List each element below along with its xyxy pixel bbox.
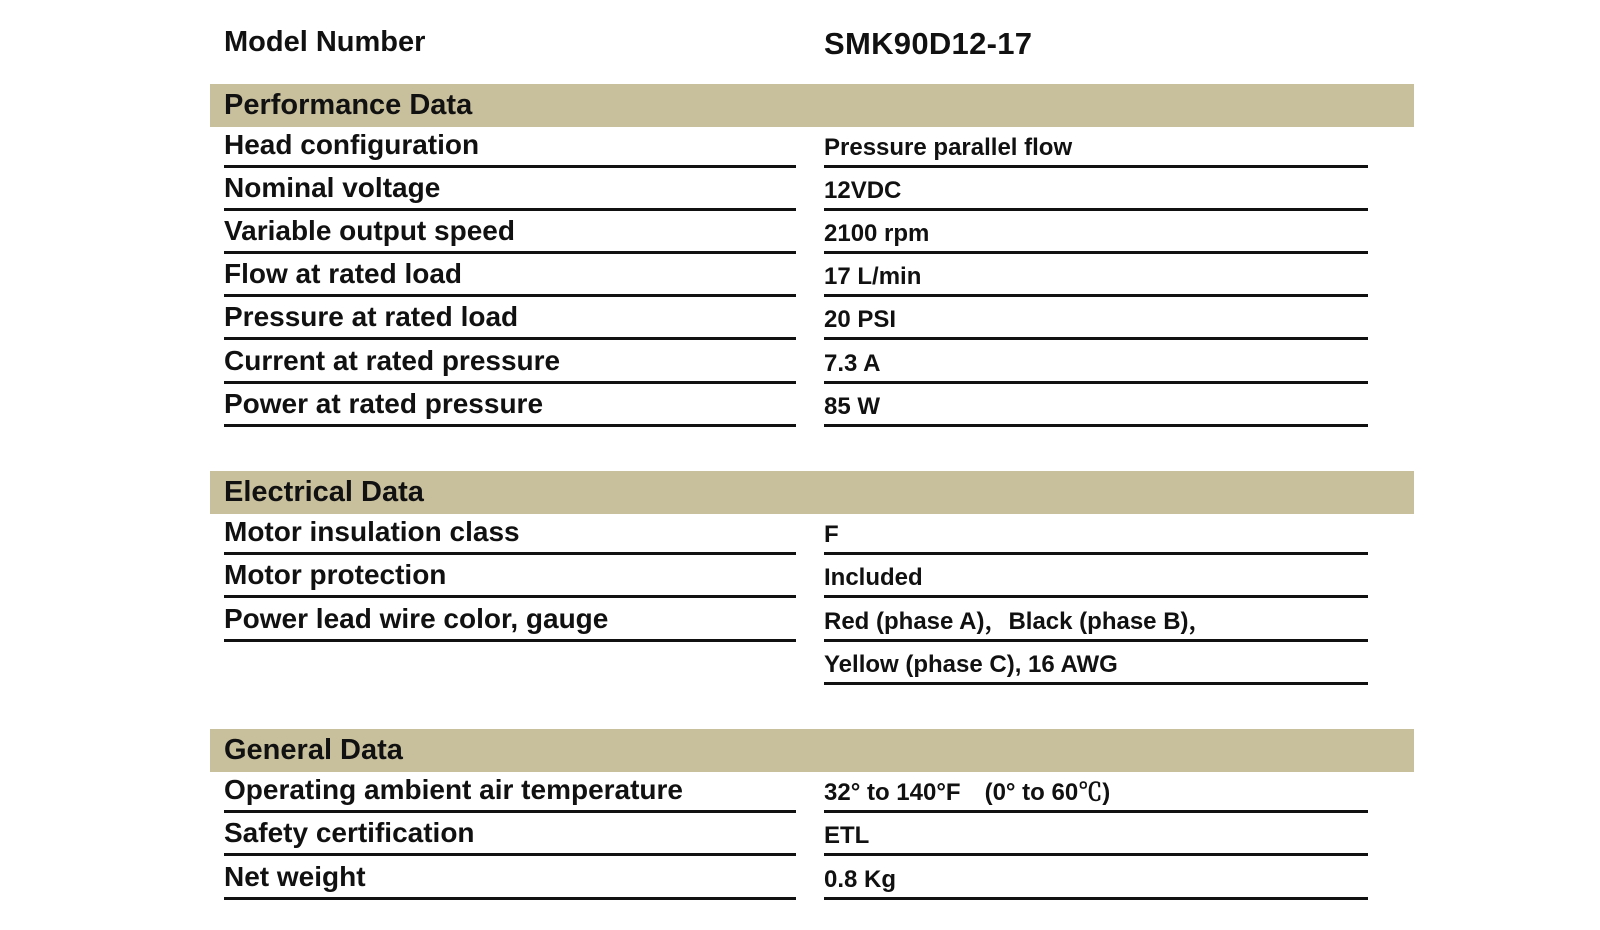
ambient-temperature-value: 32° to 140°F (0° to 60℃): [824, 773, 1368, 813]
output-speed-value: 2100 rpm: [824, 214, 1368, 254]
performance-data-header: [210, 84, 1414, 127]
general-data-header: [210, 729, 1414, 772]
head-configuration-label: Head configuration: [224, 128, 796, 168]
flow-label: Flow at rated load: [224, 257, 796, 297]
nominal-voltage-value: 12VDC: [824, 171, 1368, 211]
motor-protection-value: Included: [824, 558, 1368, 598]
lead-wire-label: Power lead wire color, gauge: [224, 602, 796, 642]
net-weight-value: 0.8 Kg: [824, 860, 1368, 900]
head-configuration-value: Pressure parallel flow: [824, 128, 1368, 168]
pressure-value: 20 PSI: [824, 300, 1368, 340]
general-data-title: General Data: [224, 734, 403, 766]
flow-value: 17 L/min: [824, 257, 1368, 297]
insulation-class-label: Motor insulation class: [224, 515, 796, 555]
output-speed-label: Variable output speed: [224, 214, 796, 254]
power-label: Power at rated pressure: [224, 387, 796, 427]
nominal-voltage-label: Nominal voltage: [224, 171, 796, 211]
current-label: Current at rated pressure: [224, 344, 796, 384]
electrical-data-header: [210, 471, 1414, 514]
model-number-value: SMK90D12-17: [824, 26, 1033, 61]
pressure-label: Pressure at rated load: [224, 300, 796, 340]
net-weight-label: Net weight: [224, 860, 796, 900]
lead-wire-value-continued: Yellow (phase C), 16 AWG: [824, 645, 1368, 685]
motor-protection-label: Motor protection: [224, 558, 796, 598]
safety-certification-label: Safety certification: [224, 816, 796, 856]
performance-data-title: Performance Data: [224, 89, 473, 121]
ambient-temperature-label: Operating ambient air temperature: [224, 773, 796, 813]
lead-wire-value: Red (phase A)，Black (phase B)，: [824, 602, 1368, 642]
insulation-class-value: F: [824, 515, 1368, 555]
model-number-label: Model Number: [224, 26, 426, 58]
electrical-data-title: Electrical Data: [224, 476, 424, 508]
safety-certification-value: ETL: [824, 816, 1368, 856]
power-value: 85 W: [824, 387, 1368, 427]
current-value: 7.3 A: [824, 344, 1368, 384]
